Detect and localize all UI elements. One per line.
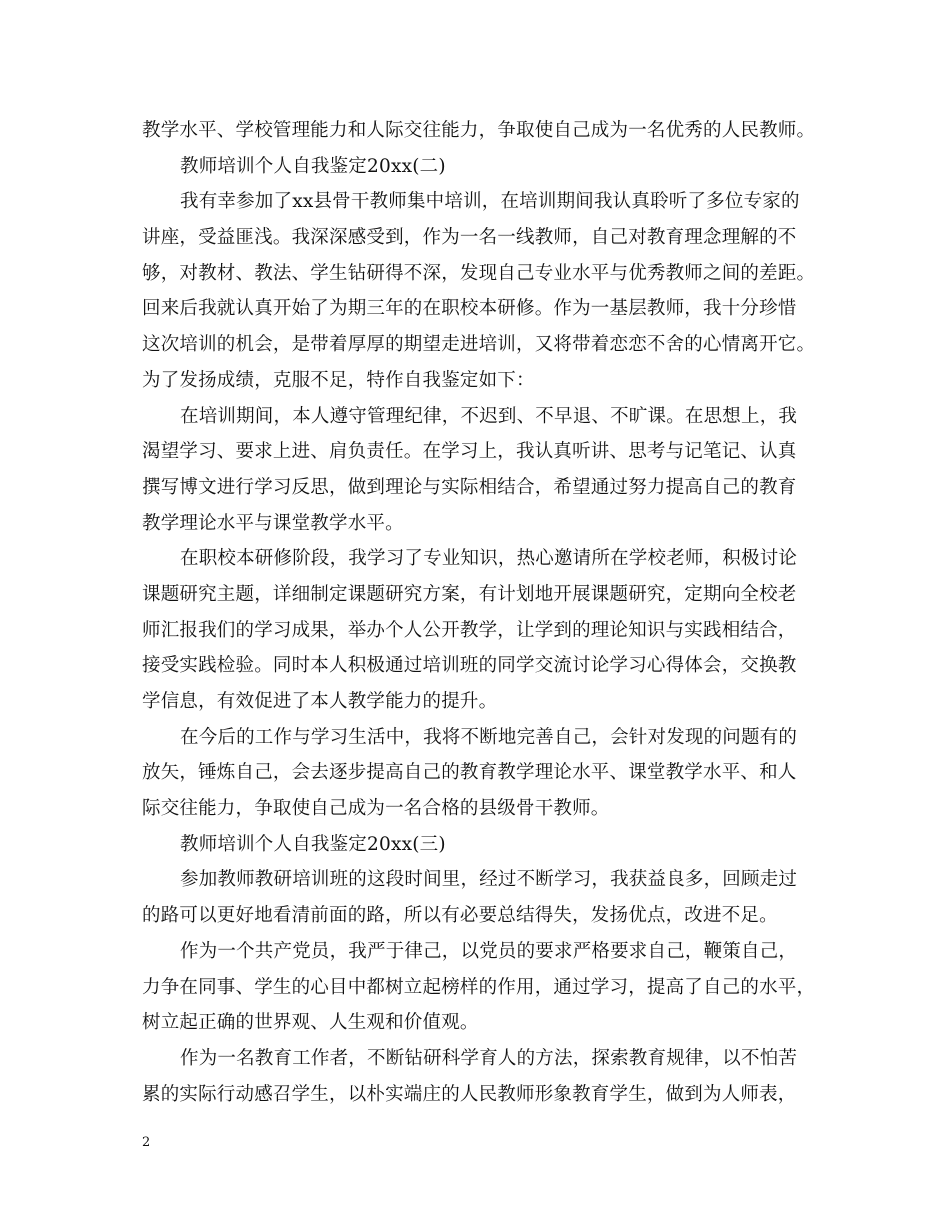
text-line: 讲座，受益匪浅。我深深感受到，作为一名一线教师，自己对教育理念理解的不 bbox=[142, 227, 797, 249]
text-line: 撰写博文进行学习反思，做到理论与实际相结合，希望通过努力提高自己的教育 bbox=[142, 476, 797, 498]
text-line: 接受实践检验。同时本人积极通过培训班的同学交流讨论学习心得体会，交换教 bbox=[142, 655, 797, 677]
text-line: 在培训期间，本人遵守管理纪律，不迟到、不早退、不旷课。在思想上，我 bbox=[180, 405, 798, 427]
text-line: 学信息，有效促进了本人教学能力的提升。 bbox=[142, 691, 498, 712]
text-line: 际交往能力，争取使自己成为一名合格的县级骨干教师。 bbox=[142, 798, 610, 820]
text-line: 回来后我就认真开始了为期三年的在职校本研修。作为一基层教师，我十分珍惜 bbox=[142, 298, 797, 320]
text-line: 渴望学习、要求上进、肩负责任。在学习上，我认真听讲、思考与记笔记、认真 bbox=[142, 441, 797, 463]
page-number: 2 bbox=[142, 1135, 151, 1150]
document-body bbox=[142, 113, 816, 1112]
text-line: 教师培训个人自我鉴定20xx(二) bbox=[180, 155, 446, 177]
text-line: 作为一个共产党员，我严于律己，以党员的要求严格要求自己，鞭策自己， bbox=[180, 940, 798, 962]
text-line: 作为一名教育工作者，不断钻研科学育人的方法，探索教育规律，以不怕苦 bbox=[180, 1047, 798, 1069]
text-line: 师汇报我们的学习成果，举办个人公开教学，让学到的理论知识与实践相结合， bbox=[142, 619, 797, 641]
text-line: 教学水平、学校管理能力和人际交往能力，争取使自己成为一名优秀的人民教师。 bbox=[142, 120, 816, 141]
text-line: 课题研究主题，详细制定课题研究方案，有计划地开展课题研究，定期向全校老 bbox=[142, 583, 797, 605]
text-line: 我有幸参加了xx县骨干教师集中培训，在培训期间我认真聆听了多位专家的 bbox=[180, 191, 800, 213]
text-line: 够，对教材、教法、学生钻研得不深，发现自己专业水平与优秀教师之间的差距。 bbox=[142, 262, 816, 284]
text-line: 在职校本研修阶段，我学习了专业知识，热心邀请所在学校老师，积极讨论 bbox=[180, 548, 798, 570]
text-line: 为了发扬成绩，克服不足，特作自我鉴定如下： bbox=[142, 369, 535, 391]
text-line: 在今后的工作与学习生活中，我将不断地完善自己，会针对发现的问题有的 bbox=[180, 726, 798, 748]
text-line: 教师培训个人自我鉴定20xx(三) bbox=[180, 833, 446, 855]
text-line: 放矢，锤炼自己，会去逐步提高自己的教育教学理论水平、课堂教学水平、和人 bbox=[142, 762, 797, 784]
text-line: 树立起正确的世界观、人生观和价值观。 bbox=[142, 1012, 479, 1034]
text-line: 力争在同事、学生的心目中都树立起榜样的作用，通过学习，提高了自己的水平， bbox=[142, 976, 816, 998]
text-line: 教学理论水平与课堂教学水平。 bbox=[142, 512, 404, 534]
text-line: 的路可以更好地看清前面的路，所以有必要总结得失，发扬优点，改进不足。 bbox=[142, 905, 778, 927]
text-line: 参加教师教研培训班的这段时间里，经过不断学习，我获益良多，回顾走过 bbox=[180, 869, 798, 891]
text-line: 这次培训的机会，是带着厚厚的期望走进培训，又将带着恋恋不舍的心情离开它。 bbox=[142, 334, 816, 356]
text-line: 累的实际行动感召学生，以朴实端庄的人民教师形象教育学生，做到为人师表， bbox=[142, 1083, 797, 1105]
